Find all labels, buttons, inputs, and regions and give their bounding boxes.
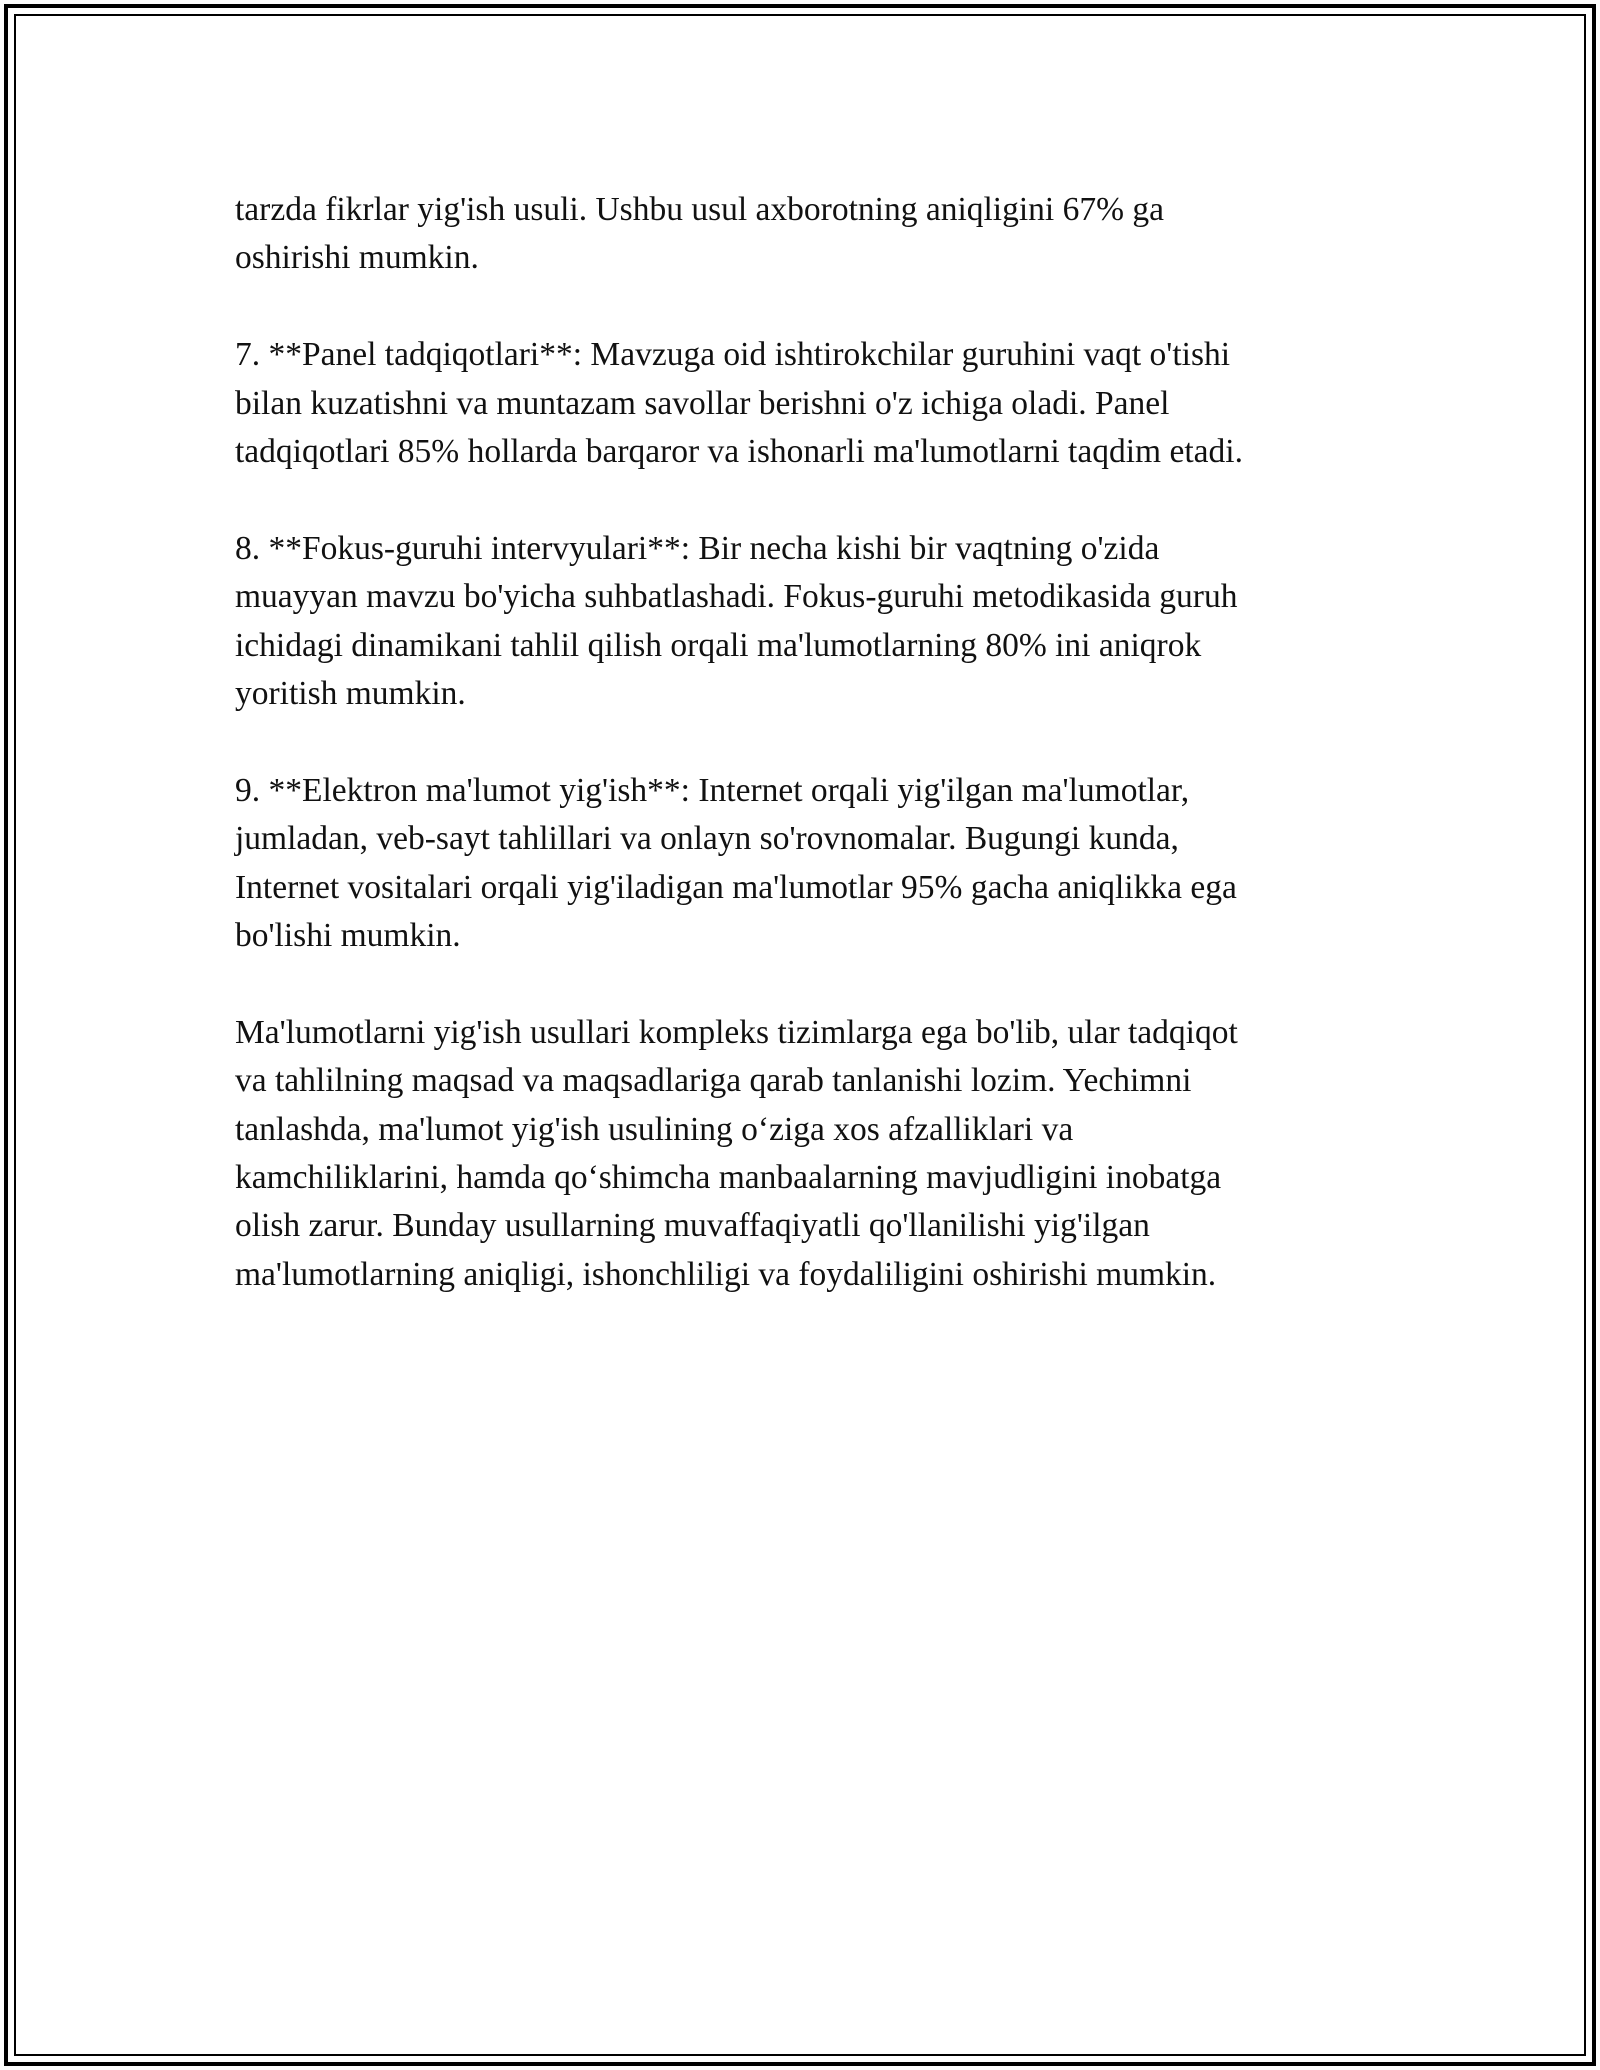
text-line: yoritish mumkin. [235,675,466,713]
text-line: tanlashda, ma'lumot yig'ish usulining o‘ziga xos afzalliklari va [235,1110,1074,1148]
text-line: muayyan mavzu bo'yicha suhbatlashadi. Fokus-guruhi metodikasida guruh [235,578,1238,616]
document-body [235,186,1365,1348]
text-line: bilan kuzatishni va muntazam savollar berishni o'z ichiga oladi. Panel [235,384,1170,422]
text-line: Internet vositalari orqali yig'iladigan ma'lumotlar 95% gacha aniqlikka ega [235,868,1237,906]
text-line: 9. **Elektron ma'lumot yig'ish**: Internet orqali yig'ilgan ma'lumotlar, [235,771,1190,809]
paragraph-electronic-data [235,767,1365,961]
text-line: ichidagi dinamikani tahlil qilish orqali ma'lumotlarning 80% ini aniqrok [235,626,1202,664]
text-line: tadqiqotlari 85% hollarda barqaror va ishonarli ma'lumotlarni taqdim etadi. [235,433,1243,471]
text-line: va tahlilning maqsad va maqsadlariga qarab tanlanishi lozim. Yechimni [235,1062,1192,1100]
text-line: bo'lishi mumkin. [235,917,461,955]
text-line: jumladan, veb-sayt tahlillari va onlayn so'rovnomalar. Bugungi kunda, [235,820,1179,858]
paragraph-focus-group [235,525,1365,719]
text-line: tarzda fikrlar yig'ish usuli. Ushbu usul axborotning aniqligini 67% ga [235,191,1165,228]
paragraph-continuation [235,186,1365,283]
paragraph-conclusion [235,1009,1365,1299]
text-line: kamchiliklarini, hamda qo‘shimcha manbaalarning mavjudligini inobatga [235,1159,1222,1197]
text-line: oshirishi mumkin. [235,239,479,277]
text-line: olish zarur. Bunday usullarning muvaffaqiyatli qo'llanilishi yig'ilgan [235,1207,1150,1245]
text-line: 7. **Panel tadqiqotlari**: Mavzuga oid ishtirokchilar guruhini vaqt o'tishi [235,336,1231,374]
text-line: 8. **Fokus-guruhi intervyulari**: Bir necha kishi bir vaqtning o'zida [235,529,1160,567]
text-line: ma'lumotlarning aniqligi, ishonchliligi va foydaliligini oshirishi mumkin. [235,1255,1217,1293]
paragraph-panel-research [235,331,1365,476]
text-line: Ma'lumotlarni yig'ish usullari kompleks tizimlarga ega bo'lib, ular tadqiqot [235,1013,1238,1051]
